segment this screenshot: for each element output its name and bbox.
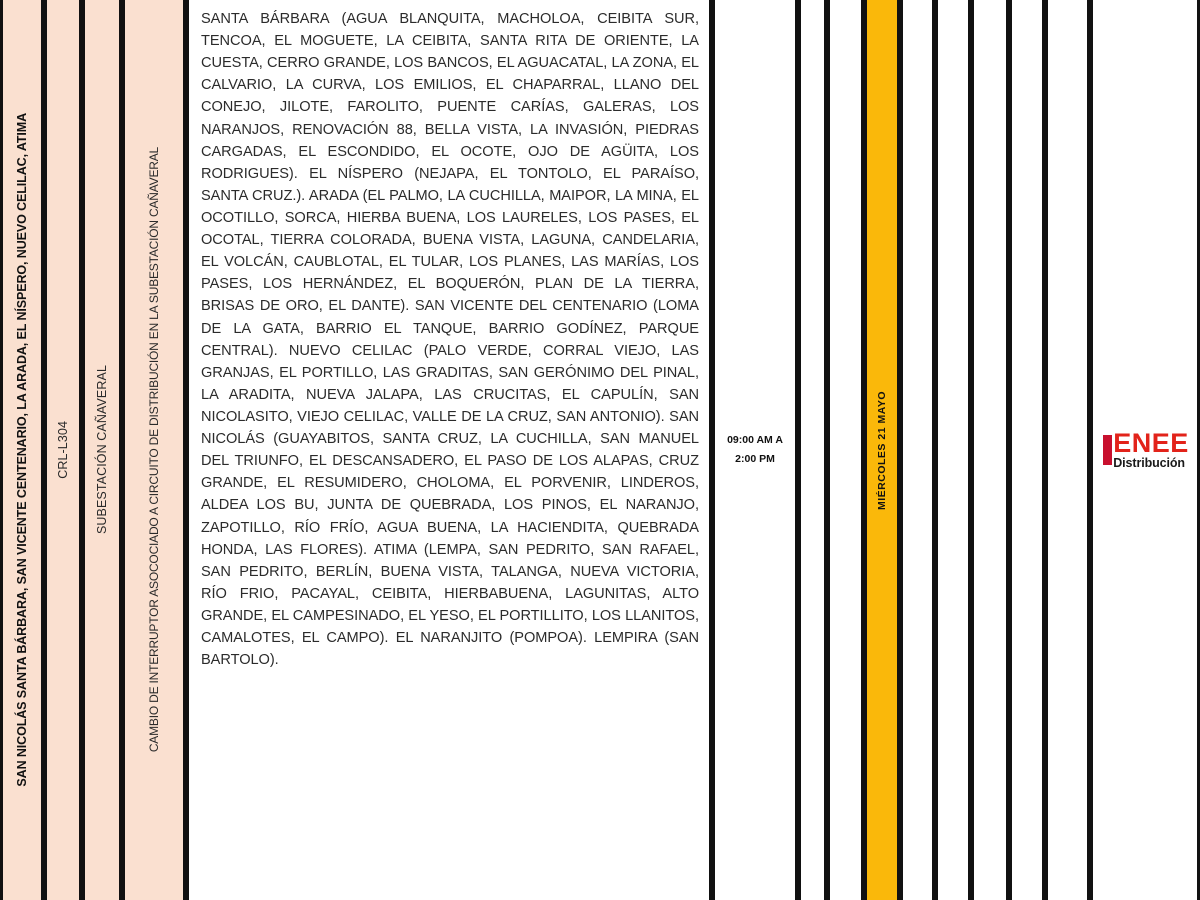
schedule-time-block [727, 431, 783, 469]
logo-accent-bar-icon [1103, 435, 1112, 465]
affected-sectors-cell [186, 0, 712, 900]
logo-subtitle-text: Distribución [1113, 455, 1185, 470]
work-description-label: CAMBIO DE INTERRUPTOR ASOCOCIADO A CIRCUITO DE DISTRIBUCIÓN EN LA SUBESTACIÓN CAÑAVERAL [147, 147, 161, 753]
schedule-start-time: 09:00 AM A [727, 434, 783, 447]
substation-cell [82, 0, 122, 900]
blank-column-4 [935, 0, 971, 900]
work-description-cell [122, 0, 186, 900]
circuit-code-cell [44, 0, 82, 900]
circuit-code-label: CRL-L304 [55, 421, 70, 479]
enee-logo-cell [1090, 0, 1200, 900]
schedule-time-cell [712, 0, 798, 900]
blank-column-2 [827, 0, 864, 900]
outage-day-label: MIÉRCOLES 21 MAYO [875, 390, 888, 510]
blank-column-6 [1009, 0, 1045, 900]
blank-column-7 [1045, 0, 1090, 900]
municipalities-cell [0, 0, 44, 900]
logo-text-block [1113, 427, 1189, 470]
blank-column-5 [971, 0, 1009, 900]
blank-column-1 [798, 0, 827, 900]
blank-column-3 [900, 0, 935, 900]
logo-brand-text: ENEE [1113, 427, 1189, 458]
schedule-end-time: 2:00 PM [735, 453, 775, 465]
substation-label: SUBESTACIÓN CAÑAVERAL [94, 365, 109, 535]
municipalities-label: SAN NICOLÁS SANTA BÁRBARA, SAN VICENTE CENTENARIO, LA ARADA, EL NÍSPERO, NUEVO CELILAC, ATIMA [14, 113, 29, 787]
enee-logo [1103, 427, 1189, 470]
affected-sectors-text: SANTA BÁRBARA (AGUA BLANQUITA, MACHOLOA, CEIBITA SUR, TENCOA, EL MOGUETE, LA CEIBITA, SANTA RITA DE ORIENTE, LA CUESTA, CERRO GRANDE, LOS BANCOS, EL AGUACATAL, LA ZONA, EL CALVARIO, LA CURVA, LOS EMILIOS, EL CHAPARRAL, LLANO DEL CONEJO, JILOTE, FAROLITO, PUENTE CARÍAS, GALERAS, LOS NARANJOS, RENOVACIÓN 88, BELLA VISTA, LA INVASIÓN, PIEDRAS CARGADAS, EL ESCONDIDO, EL OCOTE, OJO DE AGÜITA, LOS RODRIGUES). EL NÍSPERO (NEJAPA, EL TONTOLO, EL PARAÍSO, SANTA CRUZ.). ARADA (EL PALMO, LA CUCHILLA, MAIPOR, LA MINA, EL OCOTILLO, SORCA, HIERBA BUENA, LOS LAURELES, LOS PASES, EL OCOTAL, TIERRA COLORADA, BUENA VISTA, LAGUNA, CANDELARIA, EL VOLCÁN, CAUBLOTAL, EL TULAR, LOS PLANES, LAS MARÍAS, LOS PASES, LOS HERNÁNDEZ, EL BOQUERÓN, PLAN DE LA TIERRA, BRISAS DE ORO, EL DANTE). SAN VICENTE DEL CENTENARIO (LOMA DE LA GATA, BARRIO EL TANQUE, BARRIO GODÍNEZ, PARQUE CENTRAL). NUEVO CELILAC (PALO VERDE, CORRAL VIEJO, LAS GRANJAS, EL PORTILLO, LAS GRADITAS, SAN GERÓNIMO DEL PINAL, LA ARADITA, NUEVA JALAPA, LAS CRUCITAS, EL CAPULÍN, SAN NICOLASITO, VIEJO CELILAC, VALLE DE LA CRUZ, SAN ANTONIO). SAN NICOLÁS (GUAYABITOS, SANTA CRUZ, LA CUCHILLA, SAN MANUEL DEL TRIUNFO, EL DESCANSADERO, EL PASO DE LOS ALAPAS, CRUZ GRANDE, EL RESUMIDERO, CHOLOMA, EL PORVENIR, LINDEROS, ALDEA LOS BU, JUNTA DE QUEBRADA, LOS PINOS, EL NARANJO, ZAPOTILLO, RÍO FRÍO, AGUA BUENA, LA HACIENDITA, QUEBRADA HONDA, LAS FLORES). ATIMA (LEMPA, SAN PEDRITO, SAN RAFAEL, SAN PEDRITO, BERLÍN, BUENA VISTA, TALANGA, NUEVA VICTORIA, RÍO FRIO, PACAYAL, CEIBITA, HIERBABUENA, LAGUNITAS, ALTO GRANDE, EL CAMPESINADO, EL YESO, EL PORTILLITO, LOS LLANITOS, CAMALOTES, EL CAMPO). EL NARANJITO (POMPOA). LEMPIRA (SAN BARTOLO). [201, 11, 699, 669]
outage-day-cell [864, 0, 900, 900]
